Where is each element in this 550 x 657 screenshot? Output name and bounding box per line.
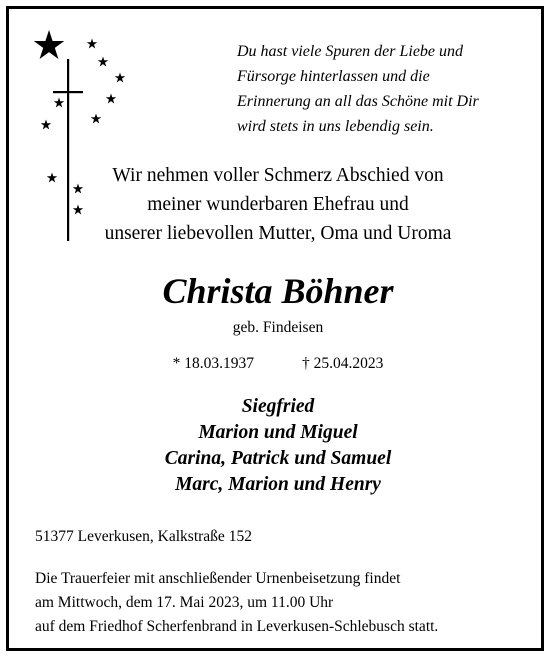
farewell-intro xyxy=(9,161,544,248)
service-line: Die Trauerfeier mit anschließender Urnenbeisetzung findet xyxy=(35,570,401,587)
mourner-entry: Marc, Marion und Henry xyxy=(175,474,381,495)
star-icon xyxy=(115,73,125,83)
poem-line: wird stets in uns lebendig sein. xyxy=(237,118,434,135)
intro-line: Wir nehmen voller Schmerz Abschied von xyxy=(112,165,444,186)
star-icon xyxy=(87,39,97,49)
intro-line: meiner wunderbaren Ehefrau und xyxy=(147,194,409,215)
memorial-poem xyxy=(237,39,537,139)
obituary-frame xyxy=(6,6,544,651)
mourners-list xyxy=(9,394,544,498)
service-line: am Mittwoch, dem 17. Mai 2023, um 11.00 Uhr xyxy=(35,594,334,611)
maiden-name: geb. Findeisen xyxy=(232,319,324,336)
star-icon xyxy=(91,114,101,124)
star-icon xyxy=(106,94,116,104)
poem-line: Erinnerung an all das Schöne mit Dir xyxy=(237,93,479,110)
funeral-service-info xyxy=(35,567,438,639)
poem-line: Fürsorge hinterlassen und die xyxy=(237,68,430,85)
mourner-entry: Marion und Miguel xyxy=(198,422,358,443)
star-icon xyxy=(34,30,64,59)
family-address: 51377 Leverkusen, Kalkstraße 152 xyxy=(35,528,252,545)
life-dates xyxy=(9,354,544,374)
birth-date: * 18.03.1937 xyxy=(172,355,254,372)
star-icon xyxy=(98,57,108,67)
intro-line: unserer liebevollen Mutter, Oma und Uroma xyxy=(104,223,452,244)
mourner-entry: Siegfried xyxy=(241,396,315,417)
service-line: auf dem Friedhof Scherfenbrand in Leverkusen-Schlebusch statt. xyxy=(35,618,439,635)
deceased-name: Christa Böhner xyxy=(162,271,394,311)
star-icon xyxy=(54,98,64,108)
star-icon xyxy=(41,120,51,130)
death-date: † 25.04.2023 xyxy=(302,355,384,372)
mourner-entry: Carina, Patrick und Samuel xyxy=(164,448,392,469)
poem-line: Du hast viele Spuren der Liebe und xyxy=(237,43,464,60)
